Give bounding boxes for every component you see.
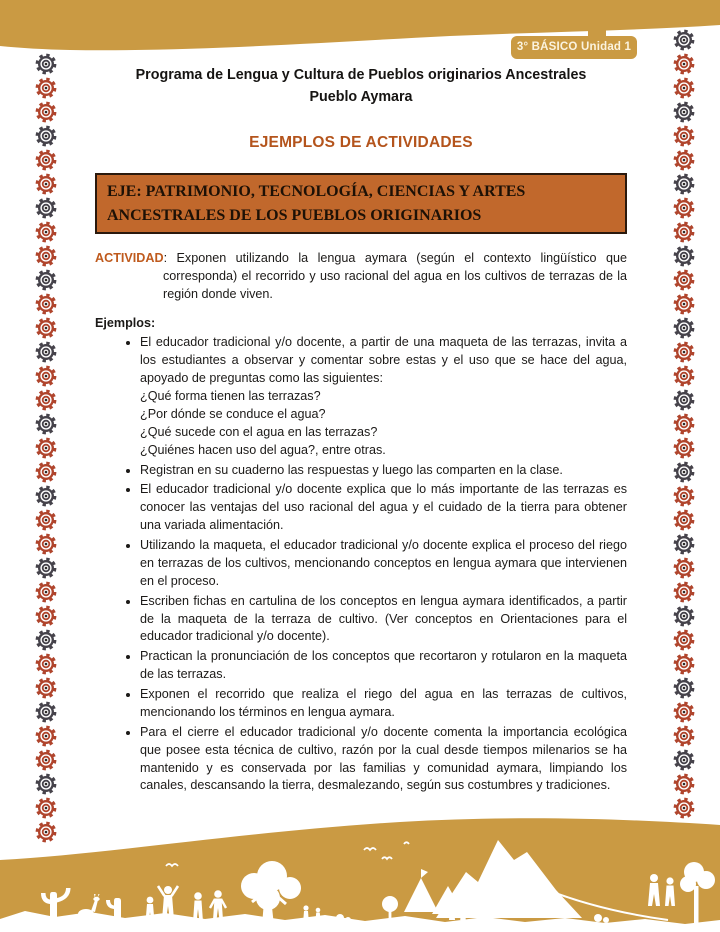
rosette-gear-icon bbox=[37, 535, 55, 553]
rosette-gear-icon bbox=[675, 463, 693, 481]
rosette-gear-icon bbox=[37, 703, 55, 721]
list-item: • Registran en su cuaderno las respuestas y luego las comparten en la clase. bbox=[140, 462, 627, 480]
rosette-gear-icon bbox=[675, 415, 693, 433]
rosette-gear-icon bbox=[675, 439, 693, 457]
rosette-gear-icon bbox=[37, 103, 55, 121]
question-line: ¿Qué forma tienen las terrazas? bbox=[140, 389, 321, 404]
rosette-gear-icon bbox=[37, 151, 55, 169]
eje-line-1: EJE: PATRIMONIO, TECNOLOGÍA, CIENCIAS Y ARTES bbox=[107, 183, 526, 201]
rosette-gear-icon bbox=[675, 223, 693, 241]
rosette-gear-icon bbox=[675, 559, 693, 577]
rosette-gear-icon bbox=[675, 391, 693, 409]
rosette-gear-icon bbox=[675, 175, 693, 193]
rosette-gear-icon bbox=[37, 559, 55, 577]
rosette-gear-icon bbox=[675, 511, 693, 529]
rosette-gear-icon bbox=[37, 463, 55, 481]
rosette-gear-icon bbox=[675, 271, 693, 289]
rosette-gear-icon bbox=[37, 583, 55, 601]
rosette-gear-icon bbox=[675, 247, 693, 265]
rosette-gear-icon bbox=[675, 199, 693, 217]
list-item: • Exponen el recorrido que realiza el riego del agua en las terrazas de cultivos, mencionando los términos en lengua aymara. bbox=[140, 686, 627, 722]
title-line-1: Programa de Lengua y Cultura de Pueblos originarios Ancestrales bbox=[135, 67, 587, 83]
title-line-2: Pueblo Aymara bbox=[309, 89, 413, 106]
eje-line-2: ANCESTRALES DE LOS PUEBLOS ORIGINARIOS bbox=[107, 206, 482, 224]
list-item: • El educador tradicional y/o docente explica que lo más importante de las terrazas es conocer las ventajas del uso racional del agua y el cuidado de la tierra para obtener una variada alimentación. bbox=[140, 481, 627, 535]
rosette-gear-icon bbox=[675, 55, 693, 73]
activity-label: ACTIVIDAD bbox=[95, 250, 164, 265]
rosette-gear-icon bbox=[37, 127, 55, 145]
rosette-gear-icon bbox=[675, 487, 693, 505]
rosette-gear-icon bbox=[675, 679, 693, 697]
list-item: • Escriben fichas en cartulina de los conceptos en lengua aymara identificados, a partir de la maqueta de la terraza de cultivo. (Ver conceptos en Orientaciones para el educador tradicional y/o docente). bbox=[140, 593, 627, 647]
rosette-gear-icon bbox=[37, 823, 55, 841]
rosette-gear-icon bbox=[675, 799, 693, 817]
question-line: ¿Quiénes hacen uso del agua?, entre otras. bbox=[140, 442, 386, 457]
rosette-gear-icon bbox=[37, 79, 55, 97]
list-item: • Practican la pronunciación de los conceptos que recortaron y rotularon en la maqueta de las terrazas. bbox=[140, 648, 627, 684]
question-line: ¿Por dónde se conduce el agua? bbox=[140, 406, 326, 421]
rosette-gear-icon bbox=[37, 223, 55, 241]
rosette-gear-icon bbox=[37, 319, 55, 337]
rosette-gear-icon bbox=[37, 295, 55, 313]
person-silhouette bbox=[460, 904, 466, 920]
rosette-gear-icon bbox=[37, 367, 55, 385]
list-item: • Utilizando la maqueta, el educador tradicional y/o docente explica el proceso del riego en terrazas de los cultivos, mencionando conceptos en lengua aymara que intervienen en el proceso. bbox=[140, 537, 627, 591]
rosette-gear-icon bbox=[675, 151, 693, 169]
list-item-text: • El educador tradicional y/o docente, a partir de una maqueta de las terrazas, invita a los estudiantes a observar y comentar sobre estas y el uso que se hace del agua, apoyado de preguntas como las siguientes: bbox=[140, 335, 627, 386]
rosette-gear-icon bbox=[37, 55, 55, 73]
rosette-gear-icon bbox=[675, 79, 693, 97]
rosette-gear-icon bbox=[37, 415, 55, 433]
person-silhouette bbox=[449, 901, 455, 920]
rosette-gear-icon bbox=[675, 583, 693, 601]
activities-heading: EJEMPLOS DE ACTIVIDADES bbox=[249, 134, 473, 152]
examples-list bbox=[95, 334, 627, 795]
rosette-gear-icon bbox=[675, 535, 693, 553]
rosette-gear-icon bbox=[37, 727, 55, 745]
activity-text: : Exponen utilizando la lengua aymara (según el contexto lingüístico que corresponda) el recorrido y uso racional del agua en los cultivos de terrazas de la región donde viven. bbox=[163, 250, 627, 302]
rosette-gear-icon bbox=[675, 631, 693, 649]
rosette-gear-icon bbox=[37, 775, 55, 793]
rosette-gear-icon bbox=[37, 679, 55, 697]
rosette-gear-icon bbox=[37, 199, 55, 217]
rosette-gear-icon bbox=[37, 511, 55, 529]
rosette-gear-icon bbox=[675, 703, 693, 721]
landscape-footer-illustration bbox=[0, 814, 720, 932]
rosette-gear-icon bbox=[675, 751, 693, 769]
rosette-gear-icon bbox=[37, 271, 55, 289]
rosette-gear-icon bbox=[675, 103, 693, 121]
rosette-gear-icon bbox=[675, 127, 693, 145]
document-body bbox=[95, 64, 627, 797]
list-item bbox=[140, 334, 627, 459]
person-silhouette bbox=[303, 905, 309, 924]
rosette-gear-icon bbox=[37, 247, 55, 265]
document-title bbox=[95, 64, 627, 108]
rosette-gear-icon bbox=[37, 655, 55, 673]
rosette-gear-icon bbox=[37, 799, 55, 817]
eje-title-box bbox=[95, 173, 627, 233]
list-item: • Para el cierre el educador tradicional y/o docente comenta la importancia ecológica que posee esta técnica de cultivo, razón por la cual desde tiempos milenarios se ha mantenido y es conservada por las familias y comunidad aymara, limpiando los canales, descansando la tierra, desmalezando, según sus costumbres y tradiciones. bbox=[140, 724, 627, 796]
rosette-gear-icon bbox=[675, 367, 693, 385]
rosette-gear-icon bbox=[37, 631, 55, 649]
person-silhouette bbox=[315, 908, 321, 924]
rosette-gear-icon bbox=[675, 343, 693, 361]
rosette-gear-icon bbox=[37, 343, 55, 361]
activity-paragraph bbox=[95, 249, 627, 304]
rosette-gear-icon bbox=[675, 31, 693, 49]
rosette-gear-icon bbox=[675, 775, 693, 793]
rosette-gear-icon bbox=[675, 319, 693, 337]
rosette-gear-icon bbox=[37, 751, 55, 769]
rosette-gear-icon bbox=[675, 727, 693, 745]
rosette-gear-icon bbox=[675, 295, 693, 313]
aymara-rosette-border-left bbox=[34, 52, 58, 844]
rosette-gear-icon bbox=[675, 607, 693, 625]
question-line: ¿Qué sucede con el agua en las terrazas? bbox=[140, 424, 378, 439]
rosette-gear-icon bbox=[37, 391, 55, 409]
rosette-gear-icon bbox=[37, 175, 55, 193]
rosette-gear-icon bbox=[37, 487, 55, 505]
rosette-gear-icon bbox=[675, 655, 693, 673]
rosette-gear-icon bbox=[37, 439, 55, 457]
rosette-gear-icon bbox=[37, 607, 55, 625]
unit-badge: 3° BÁSICO Unidad 1 bbox=[511, 36, 637, 59]
examples-label: Ejemplos: bbox=[95, 316, 156, 331]
aymara-rosette-border-right bbox=[672, 28, 696, 820]
